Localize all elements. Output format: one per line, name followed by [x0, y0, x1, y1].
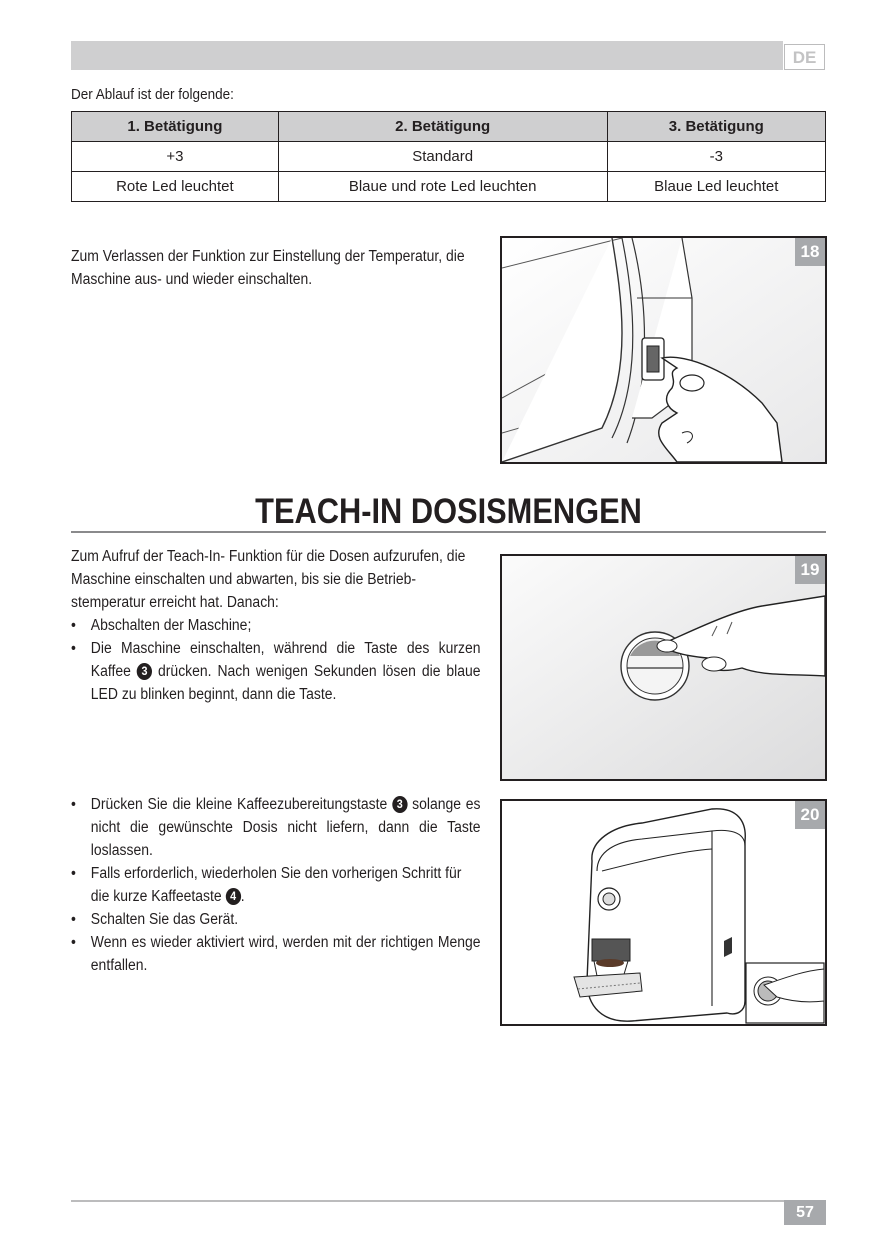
figure-number: 19 — [795, 556, 825, 584]
table-header-row — [72, 112, 826, 142]
list-item — [71, 614, 481, 637]
list-item: • Falls erforderlich, wiederholen Sie den vorherigen Schritt für die kurze Kaffeetaste 4 . — [71, 862, 481, 908]
figure-19 — [500, 554, 827, 781]
list-item-text: Die Maschine einschalten, während die Taste des kurzen Kaffee — [90, 640, 481, 680]
list-item — [71, 793, 481, 862]
exit-instruction: Zum Verlassen der Funktion zur Einstellung der Temperatur, die Maschine aus- und wieder einschalten. — [71, 248, 465, 288]
section-paragraph: Zum Aufruf der Teach-In- Funktion für die Dosen aufzurufen, die Maschine einschalten und abwarten, bis sie die Betrieb- stemperatur erreicht hat. Danach: — [71, 548, 466, 611]
button-3-icon: 3 — [392, 796, 407, 813]
figure-number: 18 — [795, 238, 825, 266]
figure-number: 20 — [795, 801, 825, 829]
table-cell: Rote Led leuchtet — [72, 172, 279, 202]
button-4-icon: 4 — [225, 888, 240, 905]
sequence-table — [71, 111, 826, 202]
section-divider — [71, 531, 826, 533]
list-item-text: Schalten Sie das Gerät. — [90, 911, 239, 928]
list-item — [71, 908, 481, 931]
section-body-2 — [71, 793, 481, 977]
intro-text: Der Ablauf ist der folgende: — [71, 86, 234, 103]
language-badge: DE — [784, 44, 825, 70]
list-item — [71, 931, 481, 977]
list-item-text: Wenn es wieder aktiviert wird, werden mit der richtigen Menge entfallen. — [90, 934, 481, 974]
table-cell: Blaue und rote Led leuchten — [278, 172, 607, 202]
list-item — [71, 637, 481, 706]
list-item-text: drücken. Nach wenigen Sekunden lösen die blaue LED zu blinken beginnt, dann die Taste. — [90, 663, 481, 703]
power-switch-illustration — [502, 238, 825, 462]
section-body — [71, 545, 481, 706]
figure-18 — [500, 236, 827, 464]
section-title: TEACH-IN DOSISMENGEN — [255, 492, 642, 531]
list-item-text: Drücken Sie die kleine Kaffeezubereitungstaste — [90, 796, 388, 813]
steps-list-2 — [71, 793, 481, 977]
list-item-text: Abschalten der Maschine; — [90, 617, 252, 634]
page-number: 57 — [784, 1200, 826, 1225]
table-row — [72, 142, 826, 172]
table-header: 2. Betätigung — [278, 112, 607, 142]
table-cell: +3 — [72, 142, 279, 172]
figure-20 — [500, 799, 827, 1026]
table-cell: -3 — [607, 142, 825, 172]
list-item-text: Falls erforderlich, wiederholen Sie den vorherigen Schritt für die kurze Kaffeetaste — [90, 865, 462, 905]
table-cell: Blaue Led leuchtet — [607, 172, 825, 202]
table-row — [72, 172, 826, 202]
button-3-icon: 3 — [137, 663, 152, 680]
table-header: 1. Betätigung — [72, 112, 279, 142]
button-press-illustration — [502, 556, 825, 779]
footer-line — [71, 1200, 826, 1202]
table-header: 3. Betätigung — [607, 112, 825, 142]
table-cell: Standard — [278, 142, 607, 172]
list-item-text: solange es nicht die gewünschte Dosis nicht liefern, dann die Taste loslassen. — [90, 796, 481, 859]
steps-list — [71, 614, 481, 706]
coffee-machine-illustration — [502, 801, 825, 1024]
header-bar — [71, 41, 783, 70]
